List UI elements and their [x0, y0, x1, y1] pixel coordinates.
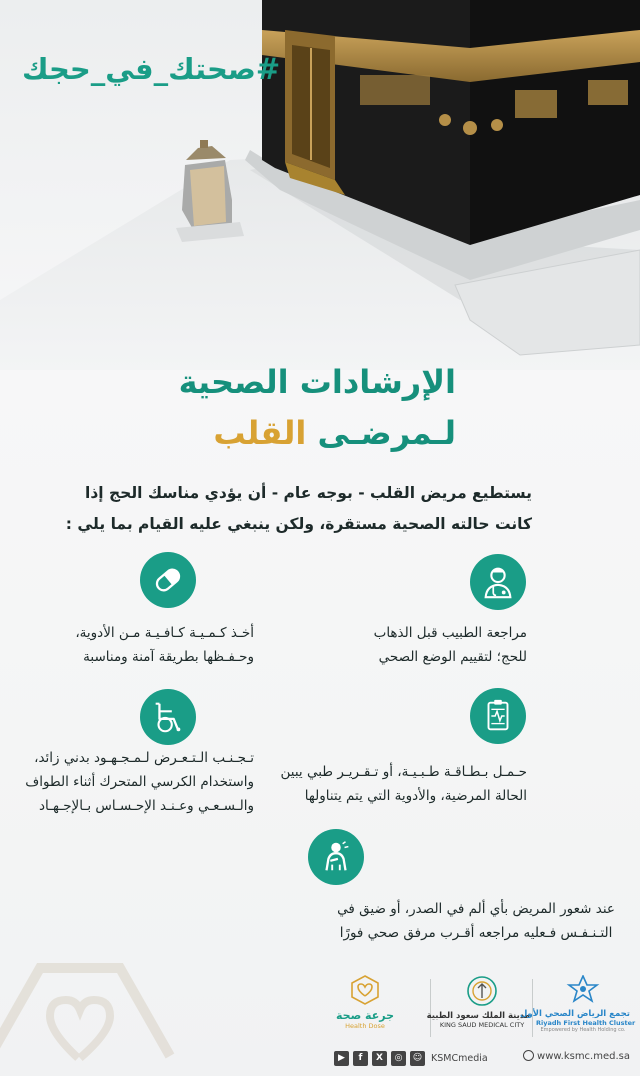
- health-dose-logo: [330, 975, 400, 1045]
- health-dose-ar: جرعة صحة: [335, 1009, 394, 1022]
- tip-doctor-text: [374, 621, 527, 669]
- tip-effort-line-1: تـجـنـب الـتـعـرض لـمـجـهـود بدني زائد،: [34, 750, 254, 766]
- tip-medical-card-line-1: حـمـل بـطـاقـة طـبـيـة، أو تـقـريـر طبي يبين: [280, 764, 527, 780]
- title-line-2-part-2: القلب: [213, 414, 307, 452]
- tip-medicine-line-1: أخـذ كـمـيـة كـافـيـة مـن الأدوية،: [75, 625, 254, 641]
- tip-effort-line-3: والـسـعـي وعـنـد الإحـسـاس بـالإجـهـاد: [38, 798, 254, 814]
- title-line-2-part-1: لـمرضـى: [317, 414, 456, 452]
- logo-divider: [532, 979, 533, 1037]
- riyadh-cluster-logo: [519, 975, 636, 1045]
- facebook-icon[interactable]: f: [353, 1051, 368, 1066]
- tip-effort-text: [25, 746, 254, 818]
- snapchat-icon[interactable]: ☺: [410, 1051, 425, 1066]
- intro-paragraph: [65, 478, 532, 540]
- x-icon[interactable]: X: [372, 1051, 387, 1066]
- tip-doctor-line-1: مراجعة الطبيب قبل الذهاب: [373, 625, 527, 641]
- medical-report-icon: [470, 688, 526, 744]
- title-line-1: الإرشادات الصحية: [178, 363, 456, 401]
- cluster-en: Riyadh First Health Cluster: [536, 1019, 636, 1027]
- tip-medicine-line-2: وحـفـظها بطريقة آمنة ومناسبة: [83, 649, 254, 665]
- logo-divider: [430, 979, 431, 1037]
- chest-pain-icon: [308, 829, 364, 885]
- social-handle[interactable]: KSMCmedia: [431, 1052, 488, 1064]
- tip-chest-pain-line-1: عند شعور المريض بأي ألم في الصدر، أو ضيق في: [337, 901, 615, 917]
- website-text[interactable]: www.ksmc.med.sa: [537, 1051, 630, 1062]
- tip-effort-line-2: واستخدام الكرسي المتحرك أثناء الطواف: [25, 774, 254, 790]
- health-dose-en: Health Dose: [345, 1022, 385, 1030]
- ksmc-en: KING SAUD MEDICAL CITY: [439, 1021, 525, 1029]
- social-bar: [334, 1050, 488, 1066]
- ksmc-logo: [426, 975, 530, 1045]
- tip-doctor-line-2: للحج؛ لتقييم الوضع الصحي: [378, 649, 527, 665]
- health-dose-heart-icon: [350, 975, 380, 1005]
- tip-medical-card-line-2: الحالة المرضية، والأدوية التي يتم يتناولها: [304, 788, 527, 804]
- cluster-sub: Empowered by Health Holding co.: [540, 1027, 626, 1033]
- intro-line-2: كانت حالته الصحية مستقرة، ولكن ينبغي عليه القيام بما يلي :: [65, 515, 532, 533]
- tip-chest-pain-text: [337, 897, 615, 945]
- ksmc-emblem-icon: [466, 975, 498, 1007]
- tip-medicine-text: [75, 621, 254, 669]
- partner-logos: [330, 975, 636, 1045]
- youtube-icon[interactable]: ▶: [334, 1051, 349, 1066]
- tip-chest-pain-line-2: التـنـفـس فـعليه مراجعه أقـرب مرفق صحي فورًا: [339, 925, 613, 941]
- doctor-icon: [470, 554, 526, 610]
- globe-icon: [523, 1050, 534, 1061]
- website-link[interactable]: [523, 1050, 630, 1062]
- cluster-ar: تجمع الرياض الصحي الأول: [519, 1009, 630, 1019]
- instagram-icon[interactable]: ◎: [391, 1051, 406, 1066]
- ksmc-ar: مدينة الملك سعود الطبية: [426, 1011, 530, 1021]
- title-line-2: [213, 414, 456, 452]
- tip-medical-card-text: [280, 760, 527, 808]
- wheelchair-icon: [140, 689, 196, 745]
- riyadh-cluster-star-icon: [566, 975, 600, 1005]
- hashtag: #صحتك_في_حجك: [22, 52, 281, 86]
- pill-icon: [140, 552, 196, 608]
- intro-line-1: يستطيع مريض القلب - بوجه عام - أن يؤدي مناسك الحج إذا: [85, 484, 532, 502]
